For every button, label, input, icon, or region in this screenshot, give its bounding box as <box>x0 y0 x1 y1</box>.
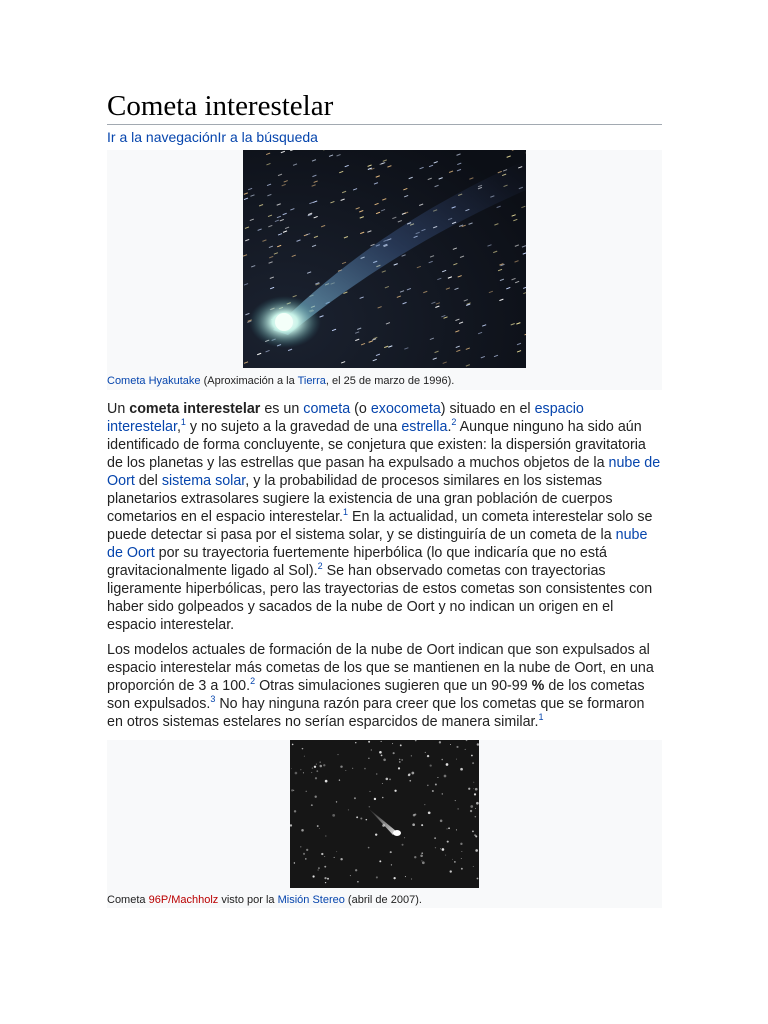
figure-machholz <box>107 740 662 908</box>
paragraph-2: Los modelos actuales de formación de la nube de Oort indican que son expulsados al espacio interestelar más cometas de los que se mantienen en la nube de Oort, en una proporción de 3 a 100.$^2$ Otras simulaciones sugieren que un 90-99 % de los cometas son expulsados.$^3$ No hay ninguna razón para creer que los cometas que se formaron en otros sistemas estelares no serían esparcidos de manera similar.$^1$ <box>107 642 654 730</box>
figure-caption: Cometa Hyakutake (Aproximación a la Tierra, el 25 de marzo de 1996). <box>107 375 455 387</box>
reference-1[interactable]: 1 <box>180 417 186 428</box>
reference-1[interactable]: 1 <box>538 712 544 723</box>
link-estrella[interactable]: estrella <box>401 419 448 435</box>
jump-links <box>107 128 662 146</box>
reference-3[interactable]: 3 <box>210 694 216 705</box>
link-sistema-solar[interactable]: sistema solar <box>161 473 246 489</box>
bold-percent: % <box>531 678 545 694</box>
comet-hyakutake-icon <box>243 150 526 368</box>
link-cometa-hyakutake[interactable]: Cometa Hyakutake <box>107 375 201 387</box>
reference-1[interactable]: 1 <box>343 507 349 518</box>
comet-hyakutake-image[interactable] <box>243 150 526 368</box>
jump-to-navigation-link[interactable]: Ir a la navegación <box>107 129 218 145</box>
comet-machholz-image[interactable] <box>290 740 479 888</box>
link-tierra[interactable]: Tierra <box>297 375 326 387</box>
link-nube-de-oort[interactable]: nube de Oort <box>107 455 661 489</box>
page-title: Cometa interestelar <box>107 88 662 125</box>
figure-hyakutake <box>107 150 662 390</box>
link-96p-machholz[interactable]: 96P/Machholz <box>148 894 219 906</box>
jump-to-search-link[interactable]: Ir a la búsqueda <box>217 129 318 145</box>
reference-2[interactable]: 2 <box>250 676 256 687</box>
reference-2[interactable]: 2 <box>451 417 457 428</box>
link-mision-stereo[interactable]: Misión Stereo <box>277 894 345 906</box>
reference-2[interactable]: 2 <box>317 561 323 572</box>
link-cometa[interactable]: cometa <box>303 401 351 417</box>
comet-machholz-icon <box>290 740 479 888</box>
link-exocometa[interactable]: exocometa <box>370 401 441 417</box>
paragraph-1: Un cometa interestelar es un cometa (o exocometa) situado en el espacio interestelar,$^1$ y no sujeto a la gravedad de una estrella.$^2$ Aunque ninguno ha sido aún identificado de forma concluyente, se conjetura que existen: la dispersión gravitatoria de los planetas y las estrellas que pasan ha expulsado a muchos objetos de la nube de Oort del sistema solar, y la probabilidad de procesos similares en los sistemas planetarios extrasolares sugiere la existencia de una gran población de cuerpos cometarios en el espacio interestelar.$^1$ En la actualidad, un cometa interestelar solo se puede detectar si pasa por el sistema solar, y se distinguiría de un cometa de la nube de Oort por su trayectoria fuertemente hiperbólica (lo que indicaría que no está gravitacionalmente ligado al Sol).$^2$ Se han observado cometas con trayectorias ligeramente hiperbólicas, pero las trayectorias de estos cometas son consistentes con haber sido golpeados y sacados de la nube de Oort y no indican un origen en el espacio interestelar. <box>107 401 661 633</box>
link-espacio-interestelar[interactable]: espacio interestelar <box>107 401 584 435</box>
bold-term: cometa interestelar <box>129 401 261 417</box>
figure-caption: Cometa 96P/Machholz visto por la Misión Stereo (abril de 2007). <box>107 894 422 906</box>
article <box>107 88 662 908</box>
link-nube-de-oort[interactable]: nube de Oort <box>107 527 648 561</box>
